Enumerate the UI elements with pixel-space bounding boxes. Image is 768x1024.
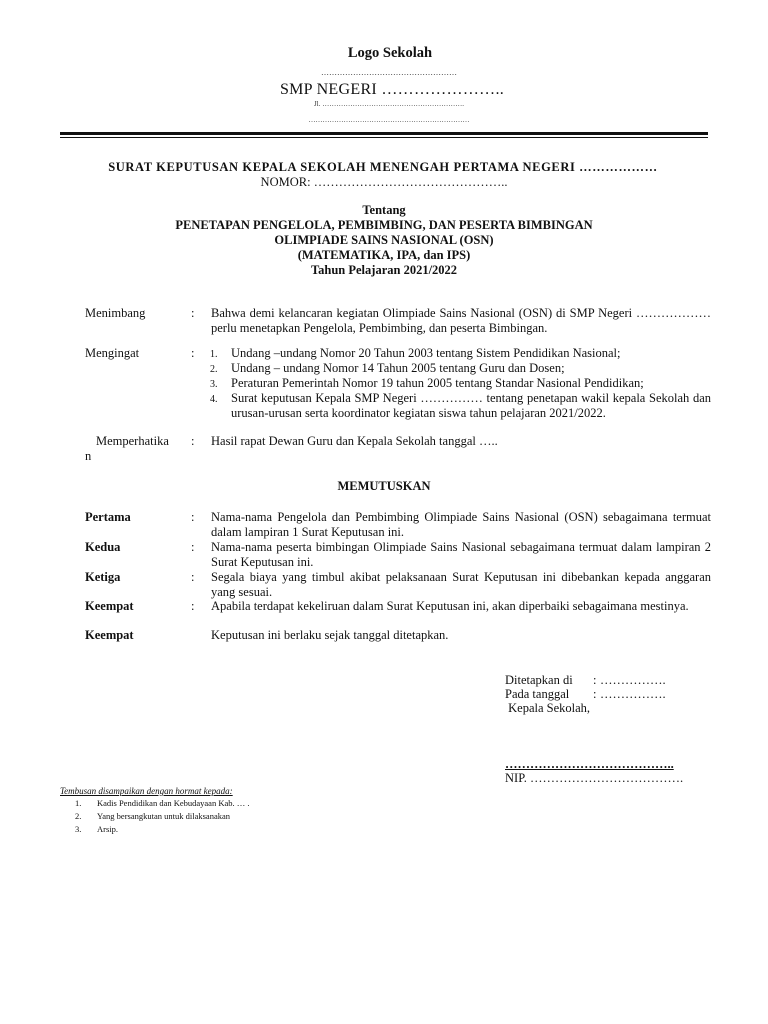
tembusan-item-number: 1. (75, 798, 82, 808)
menimbang-label: Menimbang (85, 306, 146, 320)
mengingat-colon: : (191, 346, 195, 360)
tembusan-item-text: Kadis Pendidikan dan Kebudayaan Kab. … . (97, 798, 250, 808)
subject-line: (MATEMATIKA, IPA, dan IPS) (297, 248, 471, 262)
subject-line: OLIMPIADE SAINS NASIONAL (OSN) (274, 233, 494, 247)
decree-number-value: ……………………………………….. (310, 175, 508, 189)
decision-colon: : (191, 599, 195, 613)
signature-place-label: Ditetapkan di (505, 673, 573, 687)
signature-name-line: ………………………………….. (505, 757, 674, 771)
school-name: SMP NEGERI ………………….. (279, 81, 505, 98)
memperhatikan-label: Memperhatika (96, 434, 169, 448)
letterhead-divider-thin (60, 137, 708, 138)
tembusan-item-text: Arsip. (97, 824, 119, 834)
list-item (210, 346, 711, 361)
header-contact-line: …………………………………………………………… (308, 116, 470, 124)
menimbang-text: Bahwa demi kelancaran kegiatan Olimpiade Sains Nasional (OSN) di SMP Negeri ……………… perlu menetapkan Pengelola, Pembimbing, dan peserta Bimbingan. (211, 306, 711, 335)
list-item-text: Surat keputusan Kepala SMP Negeri …………… tentang penetapan wakil kepala Sekolah dan urusan-urusan serta koordinator kegiatan siswa tahun pelajaran 2021/2022. (231, 391, 711, 420)
decision-colon: : (191, 540, 195, 554)
subject-tentang: Tentang (362, 203, 406, 217)
mengingat-list (210, 346, 711, 421)
letterhead-divider-thick (60, 132, 708, 135)
decision-text: Keputusan ini berlaku sejak tanggal ditetapkan. (211, 628, 449, 642)
tembusan-item-number: 3. (75, 824, 82, 834)
tembusan-item-text: Yang bersangkutan untuk dilaksanakan (97, 811, 230, 821)
tembusan-item (60, 811, 360, 823)
memperhatikan-colon: : (191, 434, 195, 448)
decision-text: Nama-nama Pengelola dan Pembimbing Olimpiade Sains Nasional (OSN) sebagaimana termuat dalam lampiran 1 Surat Keputusan ini. (211, 510, 711, 539)
signature-place-colon: : (593, 673, 597, 687)
list-item-text: Undang –undang Nomor 20 Tahun 2003 tentang Sistem Pendidikan Nasional; (231, 346, 621, 360)
list-item (210, 391, 711, 421)
decision-heading: MEMUTUSKAN (337, 479, 431, 493)
decision-label: Kedua (85, 540, 121, 554)
list-item (210, 376, 711, 391)
list-item-number: 1. (210, 349, 218, 360)
decree-subject (0, 203, 768, 278)
memperhatikan-label-wrap: n (85, 449, 92, 463)
list-item-number: 3. (210, 379, 218, 390)
signature-place-row (505, 673, 705, 687)
subject-line: PENETAPAN PENGELOLA, PEMBIMBING, DAN PESERTA BIMBINGAN (175, 218, 593, 232)
decision-text: Segala biaya yang timbul akibat pelaksanaan Surat Keputusan ini dibebankan kepada anggaran yang sesuai. (211, 570, 711, 599)
signature-position: Kepala Sekolah, (505, 701, 591, 715)
list-item-number: 2. (210, 364, 218, 375)
decision-text: Nama-nama peserta bimbingan Olimpiade Sains Nasional sebagaimana termuat dalam lampiran 2 Surat Keputusan ini. (211, 540, 711, 569)
decision-label: Ketiga (85, 570, 121, 584)
menimbang-colon: : (191, 306, 195, 320)
signature-date-value: ……………. (600, 687, 666, 701)
decision-colon: : (191, 510, 195, 524)
school-logo-placeholder: Logo Sekolah (347, 45, 433, 61)
list-item (210, 361, 711, 376)
signature-nip: NIP. ………………………………. (505, 771, 684, 785)
tembusan-title: Tembusan disampaikan dengan hormat kepada: (60, 786, 233, 796)
mengingat-label: Mengingat (85, 346, 140, 360)
tembusan-item (60, 824, 360, 836)
decision-label: Keempat (85, 599, 134, 613)
list-item-text: Peraturan Pemerintah Nomor 19 tahun 2005 tentang Standar Nasional Pendidikan; (231, 376, 644, 390)
list-item-text: Undang – undang Nomor 14 Tahun 2005 tentang Guru dan Dosen; (231, 361, 565, 375)
signature-place-value: ……………. (600, 673, 666, 687)
header-dotted-line: …………………………………………… (321, 68, 457, 77)
decree-number (0, 175, 768, 190)
decision-colon: : (191, 570, 195, 584)
tembusan-item-number: 2. (75, 811, 82, 821)
tembusan-item (60, 798, 360, 810)
decision-label: Keempat (85, 628, 134, 642)
school-address: Jl. ……………………………………………………. (314, 100, 464, 108)
subject-year: Tahun Pelajaran 2021/2022 (310, 263, 458, 277)
signature-date-label: Pada tanggal (505, 687, 570, 701)
decision-label: Pertama (85, 510, 131, 524)
decree-number-label: NOMOR: (260, 175, 311, 189)
signature-date-row (505, 687, 705, 701)
signature-date-colon: : (593, 687, 597, 701)
decision-text: Apabila terdapat kekeliruan dalam Surat Keputusan ini, akan diperbaiki sebagaimana mestinya. (211, 599, 689, 613)
list-item-number: 4. (210, 394, 218, 405)
memperhatikan-text: Hasil rapat Dewan Guru dan Kepala Sekolah tanggal ….. (211, 434, 498, 448)
decree-title: SURAT KEPUTUSAN KEPALA SEKOLAH MENENGAH PERTAMA NEGERI ……………… (108, 160, 658, 174)
